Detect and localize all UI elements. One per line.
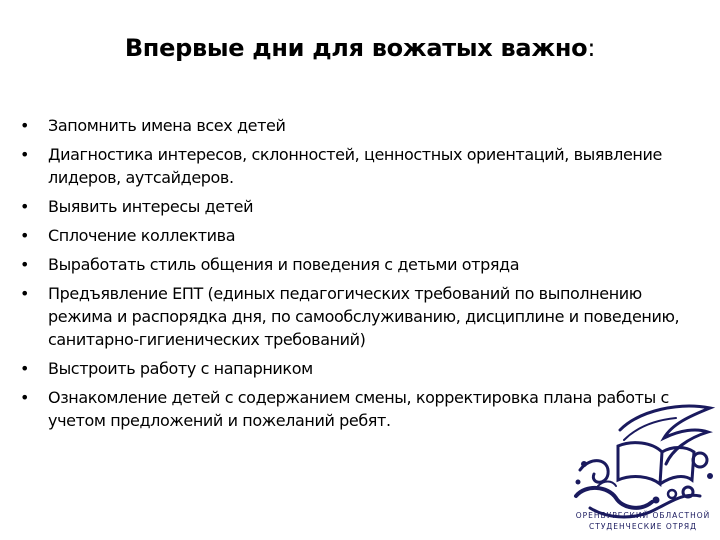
bullet-text: Предъявление ЕПТ (единых педагогических требований по выполнению режима и распорядка дня, по самообслуживанию, дисциплине и поведению, санитарно-гигиенических требований): [48, 284, 680, 349]
bullet-dot: •: [20, 145, 30, 164]
bullet-text: Запомнить имена всех детей: [48, 116, 286, 135]
bullet-item: [20, 143, 690, 189]
bullet-text: Выработать стиль общения и поведения с детьми отряда: [48, 255, 520, 274]
bullet-dot: •: [20, 255, 30, 274]
logo-text-line2: СТУДЕНЧЕСКИЕ ОТРЯД: [589, 522, 697, 531]
bullet-dot: •: [20, 284, 30, 303]
bullet-text: Выявить интересы детей: [48, 197, 254, 216]
bullet-text: Диагностика интересов, склонностей, ценностных ориентаций, выявление лидеров, аутсайдеров.: [48, 145, 662, 187]
bullet-item: [20, 253, 690, 276]
bullet-text: Ознакомление детей с содержанием смены, корректировка плана работы с учетом предложений и пожеланий ребят.: [48, 388, 669, 430]
slide-title-colon: :: [587, 34, 596, 62]
bullet-item: [20, 282, 690, 351]
bullet-dot: •: [20, 197, 30, 216]
bullet-dot: •: [20, 226, 30, 245]
bullet-item: [20, 195, 690, 218]
bullet-dot: •: [20, 116, 30, 135]
bullet-item: [20, 114, 690, 137]
bullet-text: Выстроить работу с напарником: [48, 359, 313, 378]
bullet-item: [20, 224, 690, 247]
bullet-dot: •: [20, 388, 30, 407]
bullet-dot: •: [20, 359, 30, 378]
slide-title-text: Впервые дни для вожатых важно: [124, 34, 588, 62]
bullet-item: [20, 357, 690, 380]
logo-text-line1: ОРЕНБУРГСКИЙ ОБЛАСТНОЙ: [575, 511, 711, 520]
slide-title: [0, 34, 720, 62]
bullet-list: [20, 114, 690, 438]
bullet-text: Сплочение коллектива: [48, 226, 236, 245]
